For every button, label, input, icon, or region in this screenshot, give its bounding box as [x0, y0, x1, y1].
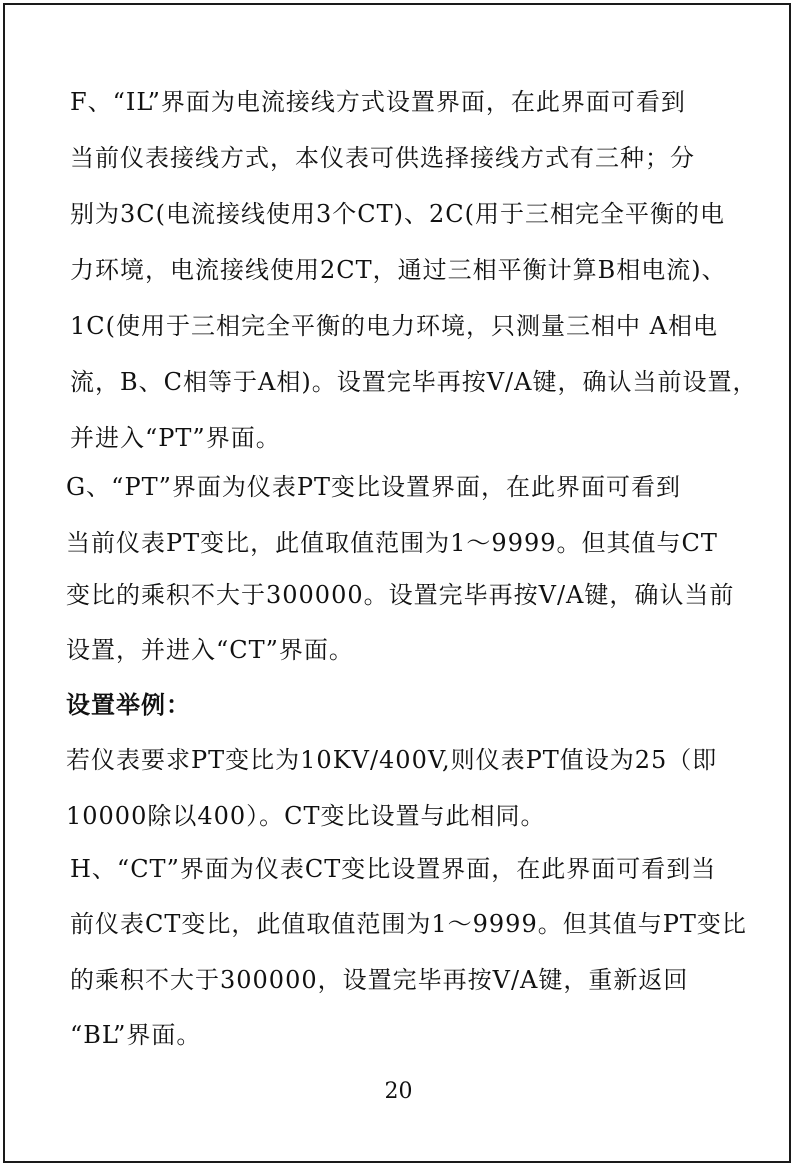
- section-f-line-3: 别为3C(电流接线使用3个CT)、2C(用于三相完全平衡的电: [70, 200, 725, 228]
- section-h-line-1: H、“CT”界面为仪表CT变比设置界面，在此界面可看到当: [70, 855, 717, 883]
- section-g-line-4: 设置，并进入“CT”界面。: [66, 636, 354, 664]
- section-h-line-4: “BL”界面。: [70, 1021, 202, 1049]
- section-f-line-1: F、“IL”界面为电流接线方式设置界面，在此界面可看到: [70, 88, 686, 116]
- section-h-line-2: 前仪表CT变比，此值取值范围为1～9999。但其值与PT变比: [70, 910, 747, 938]
- example-line-1: 若仪表要求PT变比为10KV/400V,则仪表PT值设为25（即: [66, 746, 718, 774]
- example-line-2: 10000除以400）。CT变比设置与此相同。: [66, 802, 546, 830]
- section-h-line-3: 的乘积不大于300000，设置完毕再按V/A键，重新返回: [70, 966, 689, 994]
- section-f-line-2: 当前仪表接线方式，本仪表可供选择接线方式有三种；分: [70, 144, 695, 172]
- section-f-line-7: 并进入“PT”界面。: [70, 424, 281, 452]
- section-f-line-6: 流，B、C相等于A相)。设置完毕再按V/A键，确认当前设置，: [70, 368, 758, 396]
- page-number: 20: [384, 1079, 413, 1104]
- section-g-line-3: 变比的乘积不大于300000。设置完毕再按V/A键，确认当前: [66, 581, 735, 609]
- section-g-line-1: G、“PT”界面为仪表PT变比设置界面，在此界面可看到: [66, 473, 682, 501]
- section-f-line-4: 力环境，电流接线使用2CT，通过三相平衡计算B相电流)、: [70, 256, 727, 284]
- section-g-line-2: 当前仪表PT变比，此值取值范围为1～9999。但其值与CT: [66, 529, 718, 557]
- section-f-line-5: 1C(使用于三相完全平衡的电力环境，只测量三相中 A相电: [70, 312, 718, 340]
- example-heading: 设置举例：: [66, 690, 191, 719]
